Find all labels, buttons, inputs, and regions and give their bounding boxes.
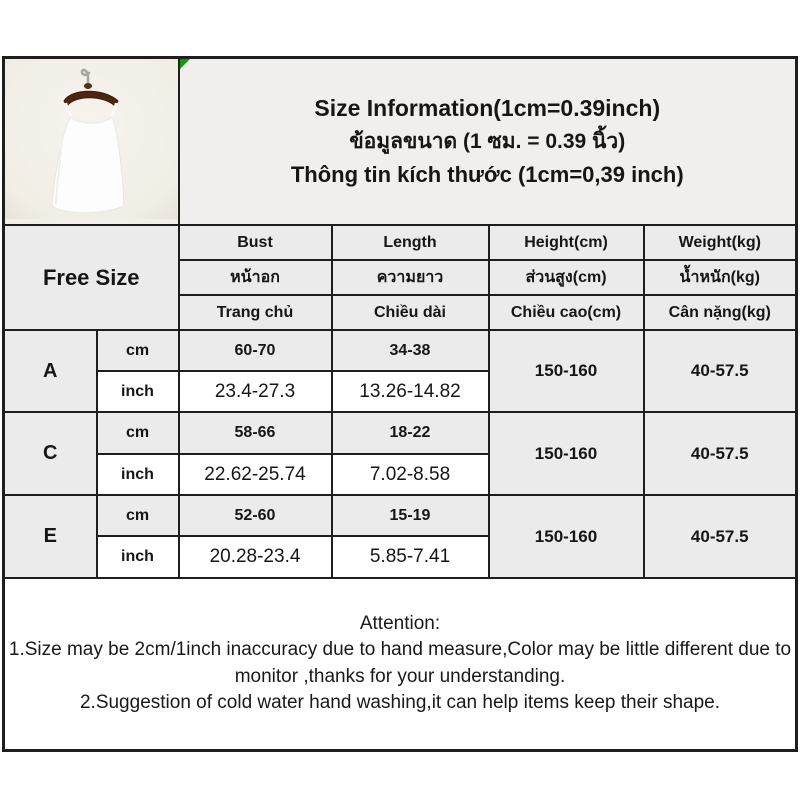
length-cm-e: 15-19 [332, 495, 489, 536]
bust-inch-e: 20.28-23.4 [179, 536, 332, 578]
length-cm-a: 34-38 [332, 330, 489, 371]
bust-inch-c: 22.62-25.74 [179, 454, 332, 495]
title-cell [179, 58, 797, 226]
bust-cm-c: 58-66 [179, 412, 332, 454]
header-height-en: Height(cm) [489, 225, 644, 260]
header-length-vi: Chiều dài [332, 295, 489, 330]
bust-cm-a: 60-70 [179, 330, 332, 371]
title-thai: ข้อมูลขนาด (1 ซม. = 0.39 นิ้ว) [349, 130, 626, 153]
header-height-th: ส่วนสูง(cm) [489, 260, 644, 295]
size-a-cm-row [4, 330, 797, 371]
weight-c: 40-57.5 [644, 412, 797, 495]
product-photo-cell [4, 58, 179, 226]
unit-cm-a: cm [97, 330, 179, 371]
header-weight-vi: Cân nặng(kg) [644, 295, 797, 330]
length-inch-a: 13.26-14.82 [332, 371, 489, 412]
unit-cm-e: cm [97, 495, 179, 536]
size-label-e: E [4, 495, 97, 578]
product-photo [5, 59, 177, 219]
title-row [4, 58, 797, 226]
bust-inch-a: 23.4-27.3 [179, 371, 332, 412]
weight-a: 40-57.5 [644, 330, 797, 412]
attention-cell [4, 578, 797, 750]
header-weight-en: Weight(kg) [644, 225, 797, 260]
header-weight-th: น้ำหนัก(kg) [644, 260, 797, 295]
attention-row [4, 578, 797, 750]
length-inch-c: 7.02-8.58 [332, 454, 489, 495]
height-e: 150-160 [489, 495, 644, 578]
unit-inch-e: inch [97, 536, 179, 578]
length-inch-e: 5.85-7.41 [332, 536, 489, 578]
title-english: Size Information(1cm=0.39inch) [314, 95, 661, 121]
attention-note-2: 2.Suggestion of cold water hand washing,it can help items keep their shape. [79, 692, 721, 714]
attention-heading: Attention: [359, 612, 441, 634]
unit-inch-a: inch [97, 371, 179, 412]
header-height-vi: Chiều cao(cm) [489, 295, 644, 330]
height-a: 150-160 [489, 330, 644, 412]
size-label-c: C [4, 412, 97, 495]
length-cm-c: 18-22 [332, 412, 489, 454]
corner-flag-icon [180, 59, 190, 69]
bust-cm-e: 52-60 [179, 495, 332, 536]
size-e-cm-row [4, 495, 797, 536]
header-bust-th: หน้าอก [179, 260, 332, 295]
header-row-english [4, 225, 797, 260]
attention-note-1: 1.Size may be 2cm/1inch inaccuracy due to hand measure,Color may be little different due to monitor ,thanks for your understanding. [8, 639, 792, 687]
size-label-a: A [4, 330, 97, 412]
free-size-label: Free Size [4, 225, 179, 330]
header-length-th: ความยาว [332, 260, 489, 295]
size-c-cm-row [4, 412, 797, 454]
unit-inch-c: inch [97, 454, 179, 495]
unit-cm-c: cm [97, 412, 179, 454]
header-bust-vi: Trang chủ [179, 295, 332, 330]
size-chart-table [2, 56, 798, 752]
header-length-en: Length [332, 225, 489, 260]
title-vietnamese: Thông tin kích thước (1cm=0,39 inch) [290, 162, 684, 187]
header-bust-en: Bust [179, 225, 332, 260]
hanger-center [84, 83, 92, 89]
weight-e: 40-57.5 [644, 495, 797, 578]
height-c: 150-160 [489, 412, 644, 495]
